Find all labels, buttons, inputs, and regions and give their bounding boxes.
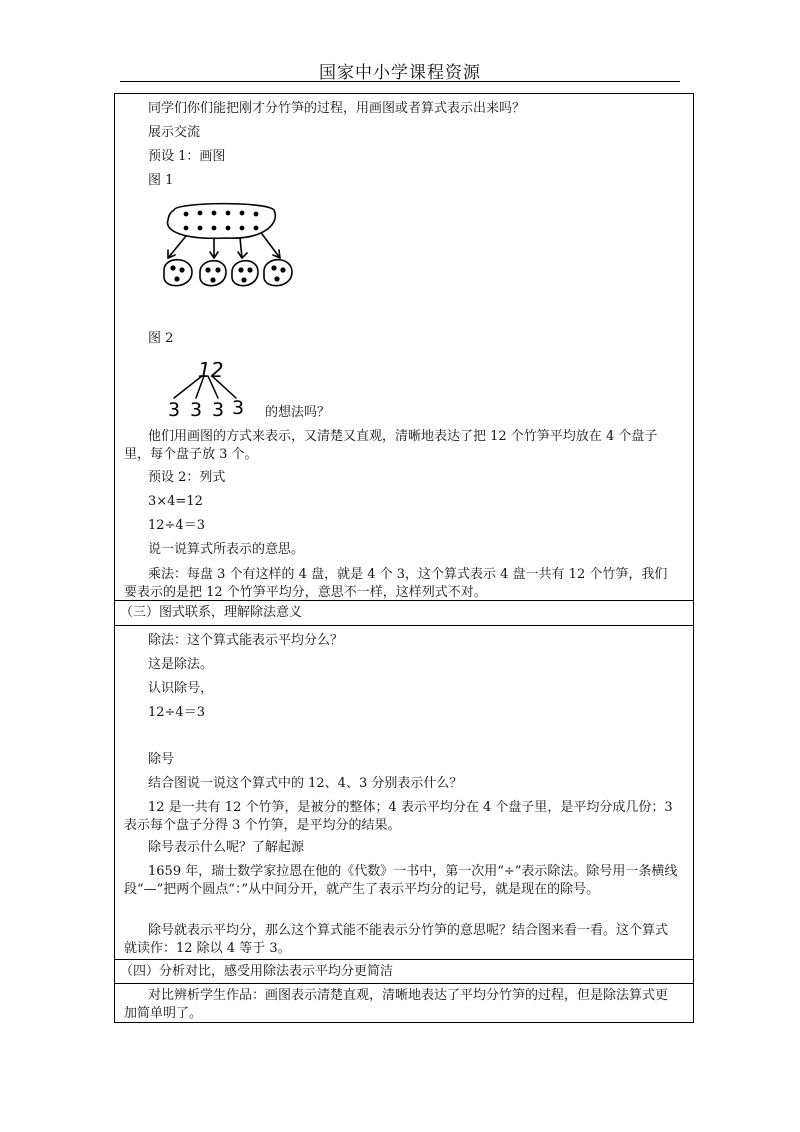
fig2-bottom-number: 3 <box>232 397 245 419</box>
section-4-heading: （四）分析对比，感受用除法表示平均分更简洁 <box>120 964 394 979</box>
preset-1: 预设 1：画图 <box>148 149 226 164</box>
sign-question: 除号表示什么呢？了解起源 <box>148 840 305 855</box>
division-sign-label: 除号 <box>148 752 175 767</box>
header-rule <box>120 81 680 82</box>
equation-division: 12÷4＝3 <box>148 518 205 533</box>
figure-1-drawing <box>156 198 306 298</box>
page-header-title: 国家中小学课程资源 <box>319 63 481 83</box>
idea-question: 的想法吗？ <box>265 405 331 420</box>
is-division: 这是除法。 <box>148 657 214 672</box>
figure-2-label: 图 2 <box>148 331 174 346</box>
section-3-heading: （三）图式联系，理解除法意义 <box>120 605 303 620</box>
know-division-sign: 认识除号， <box>148 681 214 696</box>
fig2-bottom-number: 3 <box>190 399 203 420</box>
multiplication-explanation: 乘法：每盘 3 个有这样的 4 盘，就是 4 个 3，这个算式表示 4 盘一共有 12 个竹笋，我们要表示的是把 12 个竹笋平均分，意思不一样，这样列式不对。 <box>124 567 668 600</box>
equation-multiplication: 3×4=12 <box>148 494 203 509</box>
intro-question: 同学们你们能把刚才分竹笋的过程，用画图或者算式表示出来吗？ <box>148 101 526 116</box>
figure-2-drawing <box>160 360 250 420</box>
show-exchange: 展示交流 <box>148 125 201 140</box>
figure-1-label: 图 1 <box>148 173 174 188</box>
section-divider <box>114 983 694 984</box>
fig2-top-number: 12 <box>198 360 224 382</box>
division-question: 除法：这个算式能表示平均分么？ <box>148 633 344 648</box>
fig2-bottom-number: 3 <box>212 399 225 420</box>
reading-explanation: 除号就表示平均分，那么这个算式能不能表示分竹笋的意思呢？结合图来看一看。这个算式就读作：12 除以 4 等于 3。 <box>124 923 669 956</box>
preset-2: 预设 2：列式 <box>148 470 226 485</box>
combine-question: 结合图说一说这个算式中的 12、4、3 分别表示什么？ <box>148 776 463 791</box>
equation-division-2: 12÷4＝3 <box>148 705 205 720</box>
meaning-explanation: 12 是一共有 12 个竹笋，是被分的整体；4 表示平均分在 4 个盘子里，是平均分成几份；3 表示每个盘子分得 3 个竹笋，是平均分的结果。 <box>124 800 673 833</box>
division-sign-history: 1659 年，瑞士数学家拉恩在他的《代数》一书中，第一次用“÷”表示除法。除号用一条横线段“—”把两个圆点“：”从中间分开，就产生了表示平均分的记号，就是现在的除号。 <box>124 864 678 897</box>
comparison-conclusion: 对比辨析学生作品：画图表示清楚直观，清晰地表达了平均分竹笋的过程，但是除法算式更加简单明了。 <box>124 988 669 1021</box>
say-meaning: 说一说算式所表示的意思。 <box>148 542 305 557</box>
fig2-bottom-number: 3 <box>168 399 181 420</box>
section-divider <box>114 959 694 960</box>
drawing-summary: 他们用画图的方式来表示，又清楚又直观，清晰地表达了把 12 个竹笋平均放在 4 个盘子里，每个盘子放 3 个。 <box>124 429 658 462</box>
section-divider <box>114 600 694 601</box>
section-divider <box>114 625 694 626</box>
